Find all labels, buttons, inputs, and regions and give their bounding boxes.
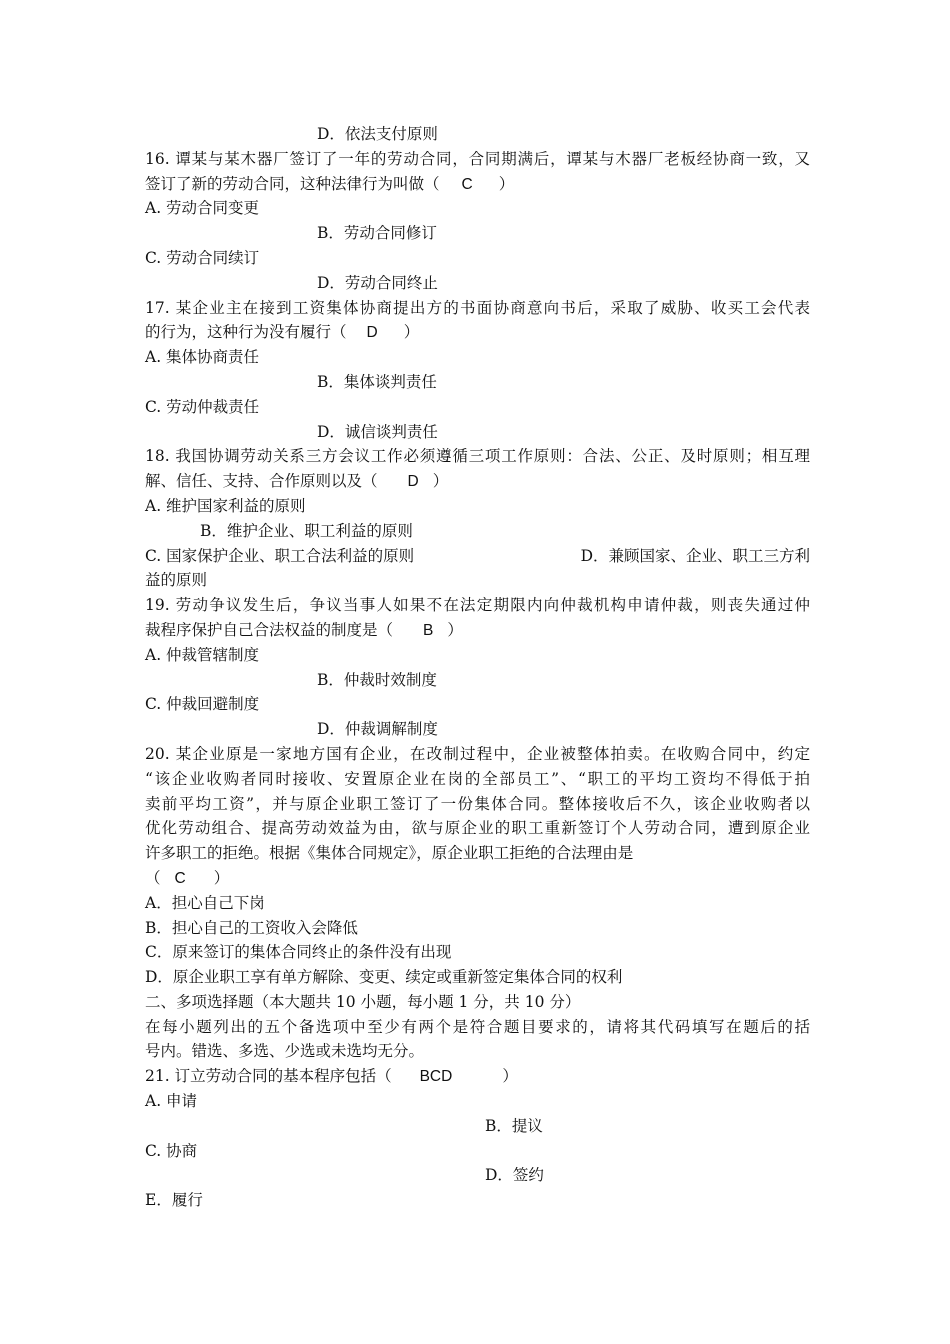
- q21-stem-text: 21. 订立劳动合同的基本程序包括（: [145, 1067, 392, 1086]
- q21-answer: BCD: [419, 1068, 453, 1086]
- q20-option-b: B．担心自己的工资收入会降低: [145, 918, 358, 937]
- q20-stem-line1: 20. 某企业原是一家地方国有企业，在改制过程中，企业被整体拍卖。在收购合同中，约定: [145, 744, 810, 763]
- q17-stem-line2: [145, 320, 810, 345]
- q20-stem-line3: 卖前平均工资”，并与原企业职工签订了一份集体合同。整体接收后不久，该企业收购者以: [145, 794, 810, 813]
- section2-instructions-line2: 号内。错选、多选、少选或未选均无分。: [145, 1042, 425, 1061]
- q20-close-paren: ）: [213, 868, 230, 887]
- q19-stem-line2: [145, 618, 810, 643]
- q20-option-d: D．原企业职工享有单方解除、变更、续定或重新签定集体合同的权利: [145, 968, 623, 987]
- q20-option-c: C．原来签订的集体合同终止的条件没有出现: [145, 943, 452, 962]
- q20-answer: C: [174, 869, 186, 887]
- q16-option-b: B．劳动合同修订: [317, 224, 437, 243]
- q18-option-b: B．维护企业、职工利益的原则: [200, 521, 413, 540]
- q19-answer: B: [423, 621, 434, 639]
- q15-option-d: D．依法支付原则: [317, 125, 438, 143]
- q19-stem-line1: 19. 劳动争议发生后，争议当事人如果不在法定期限内向仲裁机构申请仲裁，则丧失通过仲: [145, 596, 810, 615]
- section2-heading: 二、多项选择题（本大题共 10 小题，每小题 1 分，共 10 分）: [145, 992, 581, 1011]
- q17-stem-text: 的行为，这种行为没有履行（: [145, 323, 347, 342]
- q21-option-d: D．签约: [485, 1166, 544, 1185]
- q21-option-c: C. 协商: [145, 1141, 198, 1160]
- q19-stem-text: 裁程序保护自己合法权益的制度是（: [145, 620, 394, 639]
- q19-option-c: C. 仲裁回避制度: [145, 695, 260, 714]
- q18-option-cd-row: [145, 544, 810, 569]
- q17-option-d: D．诚信谈判责任: [317, 422, 438, 441]
- q17-option-c: C. 劳动仲裁责任: [145, 397, 260, 416]
- q16-option-d: D．劳动合同终止: [317, 273, 438, 292]
- q20-stem-line4: 优化劳动组合、提高劳动效益为由，欲与原企业的职工重新签订个人劳动合同，遭到原企业: [145, 819, 810, 838]
- q17-option-b: B．集体谈判责任: [317, 372, 437, 391]
- q16-close-paren: ）: [498, 174, 515, 193]
- section2-instructions-line1: 在每小题列出的五个备选项中至少有两个是符合题目要求的，请将其代码填写在题后的括: [145, 1017, 810, 1036]
- q18-option-d: D．兼顾国家、企业、职工三方利: [580, 546, 810, 565]
- q19-option-b: B．仲裁时效制度: [317, 670, 437, 689]
- q20-answer-line: [145, 866, 810, 891]
- q16-stem-line1: 16. 谭某与某木器厂签订了一年的劳动合同，合同期满后，谭某与木器厂老板经协商一致，又: [145, 149, 810, 168]
- q16-stem-line2: [145, 172, 810, 197]
- q17-answer: D: [366, 324, 378, 342]
- q18-close-paren: ）: [432, 472, 449, 491]
- q17-close-paren: ）: [403, 323, 420, 342]
- q16-option-a: A. 劳动合同变更: [145, 199, 260, 218]
- q16-stem-text: 签订了新的劳动合同，这种法律行为叫做（: [145, 174, 440, 193]
- q18-option-a: A. 维护国家利益的原则: [145, 496, 306, 515]
- q21-option-a: A. 申请: [145, 1092, 198, 1111]
- q18-option-d-cont: 益的原则: [145, 571, 208, 590]
- q21-option-b: B．提议: [485, 1116, 543, 1135]
- q20-open-paren: （: [145, 868, 161, 887]
- q19-close-paren: ）: [447, 620, 463, 639]
- q18-stem-line2: [145, 469, 810, 494]
- q19-option-d: D．仲裁调解制度: [317, 720, 438, 739]
- q20-option-a: A．担心自己下岗: [145, 893, 265, 912]
- q18-stem-line1: 18. 我国协调劳动关系三方会议工作必须遵循三项工作原则：合法、公正、及时原则；相互理: [145, 447, 810, 466]
- q19-option-a: A. 仲裁管辖制度: [145, 645, 260, 664]
- q17-stem-line1: 17. 某企业主在接到工资集体协商提出方的书面协商意向书后，采取了威胁、收买工会代表: [145, 298, 810, 317]
- q18-stem-text: 解、信任、支持、合作原则以及（: [145, 472, 378, 491]
- exam-page: [145, 122, 810, 1213]
- q16-option-c: C. 劳动合同续订: [145, 248, 260, 267]
- q17-option-a: A. 集体协商责任: [145, 348, 260, 367]
- q21-option-e: E．履行: [145, 1191, 203, 1210]
- q20-stem-line5: 许多职工的拒绝。根据《集体合同规定》，原企业职工拒绝的合法理由是: [145, 844, 634, 863]
- q18-answer: D: [407, 473, 419, 491]
- q20-stem-line2: “该企业收购者同时接收、安置原企业在岗的全部员工”、“职工的平均工资均不得低于拍: [145, 769, 810, 788]
- q21-stem: [145, 1064, 810, 1089]
- q21-close-paren: ）: [502, 1067, 518, 1086]
- q16-answer: C: [461, 175, 473, 193]
- q18-option-c: C. 国家保护企业、职工合法利益的原则: [145, 546, 415, 565]
